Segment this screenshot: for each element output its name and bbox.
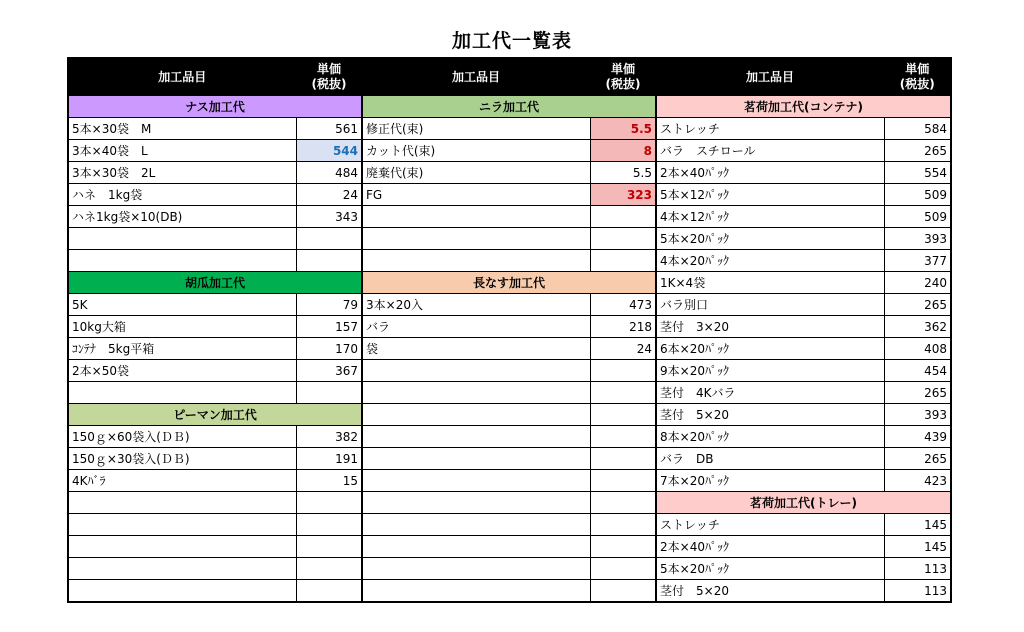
item-name: 5本×20ﾊﾟｯｸ xyxy=(656,228,884,250)
table-row xyxy=(68,162,951,184)
item-price: 362 xyxy=(884,316,951,338)
empty-cell xyxy=(296,228,362,250)
item-price: 145 xyxy=(884,514,951,536)
column-header-price xyxy=(884,58,951,96)
table-row xyxy=(68,250,951,272)
item-price: 454 xyxy=(884,360,951,382)
item-price: 24 xyxy=(296,184,362,206)
empty-cell xyxy=(68,228,296,250)
empty-cell xyxy=(590,228,656,250)
item-name: 5本×20ﾊﾟｯｸ xyxy=(656,558,884,580)
item-name: 10kg大箱 xyxy=(68,316,296,338)
table-row xyxy=(68,316,951,338)
column-header-price xyxy=(296,58,362,96)
empty-cell xyxy=(362,228,590,250)
empty-cell xyxy=(590,536,656,558)
item-name: 9本×20ﾊﾟｯｸ xyxy=(656,360,884,382)
empty-cell xyxy=(68,514,296,536)
item-name: ストレッチ xyxy=(656,514,884,536)
page-title: 加工代一覧表 xyxy=(451,30,572,52)
table-row xyxy=(68,536,951,558)
item-name: ストレッチ xyxy=(656,118,884,140)
empty-cell xyxy=(362,206,590,228)
item-name: 3本×40袋 L xyxy=(68,140,296,162)
empty-cell xyxy=(296,382,362,404)
empty-cell xyxy=(362,360,590,382)
item-name: 廃棄代(束) xyxy=(362,162,590,184)
price-table xyxy=(67,57,952,603)
item-name: 修正代(束) xyxy=(362,118,590,140)
table-row xyxy=(68,382,951,404)
empty-cell xyxy=(362,404,590,426)
empty-cell xyxy=(590,558,656,580)
item-name: 茎付 5×20 xyxy=(656,580,884,603)
item-name: バラ DB xyxy=(656,448,884,470)
empty-cell xyxy=(296,514,362,536)
item-price: 5.5 xyxy=(590,118,656,140)
empty-cell xyxy=(296,492,362,514)
empty-cell xyxy=(68,536,296,558)
item-name: 5本×12ﾊﾟｯｸ xyxy=(656,184,884,206)
item-price: 382 xyxy=(296,426,362,448)
empty-cell xyxy=(296,580,362,603)
table-row xyxy=(68,272,951,294)
item-price: 240 xyxy=(884,272,951,294)
table-row xyxy=(68,558,951,580)
table-row xyxy=(68,118,951,140)
table-row xyxy=(68,338,951,360)
table-row xyxy=(68,206,951,228)
item-name: FG xyxy=(362,184,590,206)
item-price: 8 xyxy=(590,140,656,162)
price-header-line1: 単価 xyxy=(610,62,635,76)
empty-cell xyxy=(296,558,362,580)
table-row xyxy=(68,426,951,448)
item-name: バラ xyxy=(362,316,590,338)
item-price: 265 xyxy=(884,294,951,316)
item-name: ハネ 1kg袋 xyxy=(68,184,296,206)
item-price: 5.5 xyxy=(590,162,656,184)
item-price: 367 xyxy=(296,360,362,382)
empty-cell xyxy=(68,558,296,580)
empty-cell xyxy=(296,536,362,558)
empty-cell xyxy=(362,470,590,492)
item-name: 6本×20ﾊﾟｯｸ xyxy=(656,338,884,360)
empty-cell xyxy=(362,514,590,536)
item-name: 5本×30袋 M xyxy=(68,118,296,140)
empty-cell xyxy=(362,536,590,558)
empty-cell xyxy=(362,558,590,580)
item-price: 113 xyxy=(884,580,951,603)
empty-cell xyxy=(362,382,590,404)
item-name: 茎付 5×20 xyxy=(656,404,884,426)
empty-cell xyxy=(68,492,296,514)
item-price: 484 xyxy=(296,162,362,184)
price-header-line2: (税抜) xyxy=(311,77,347,91)
empty-cell xyxy=(590,580,656,603)
item-price: 544 xyxy=(296,140,362,162)
item-price: 191 xyxy=(296,448,362,470)
item-name: バラ別口 xyxy=(656,294,884,316)
empty-cell xyxy=(68,580,296,603)
item-price: 170 xyxy=(296,338,362,360)
item-name: 茎付 3×20 xyxy=(656,316,884,338)
empty-cell xyxy=(590,206,656,228)
section-title-nasu: ナス加工代 xyxy=(68,96,362,118)
table-row xyxy=(68,184,951,206)
item-name: 茎付 4Kバラ xyxy=(656,382,884,404)
item-price: 473 xyxy=(590,294,656,316)
price-header-line2: (税抜) xyxy=(899,77,935,91)
column-header-item: 加工品目 xyxy=(656,58,884,96)
empty-cell xyxy=(590,448,656,470)
table-row xyxy=(68,404,951,426)
item-price: 554 xyxy=(884,162,951,184)
empty-cell xyxy=(590,404,656,426)
price-header-line2: (税抜) xyxy=(605,77,641,91)
section-title-piman: ピーマン加工代 xyxy=(68,404,362,426)
item-price: 343 xyxy=(296,206,362,228)
item-price: 218 xyxy=(590,316,656,338)
item-price: 509 xyxy=(884,184,951,206)
table-row xyxy=(68,228,951,250)
item-name: 1K×4袋 xyxy=(656,272,884,294)
empty-cell xyxy=(362,250,590,272)
table-row xyxy=(68,96,951,118)
item-price: 15 xyxy=(296,470,362,492)
table-row xyxy=(68,580,951,603)
empty-cell xyxy=(590,470,656,492)
item-name: 袋 xyxy=(362,338,590,360)
item-name: 4本×12ﾊﾟｯｸ xyxy=(656,206,884,228)
table-row xyxy=(68,294,951,316)
section-title-nagonasu: 長なす加工代 xyxy=(362,272,656,294)
table-row xyxy=(68,492,951,514)
item-name: 4Kﾊﾞﾗ xyxy=(68,470,296,492)
item-price: 393 xyxy=(884,228,951,250)
item-name: ハネ1kg袋×10(DB) xyxy=(68,206,296,228)
item-name: バラ スチロール xyxy=(656,140,884,162)
item-name: 2本×40ﾊﾟｯｸ xyxy=(656,162,884,184)
item-name: 2本×50袋 xyxy=(68,360,296,382)
empty-cell xyxy=(68,382,296,404)
section-title-myoga-container: 茗荷加工代(コンテナ) xyxy=(656,96,951,118)
item-name: 150ｇ×30袋入(ＤＢ) xyxy=(68,448,296,470)
section-title-myoga-tray: 茗荷加工代(トレー) xyxy=(656,492,951,514)
empty-cell xyxy=(296,250,362,272)
item-name: 5K xyxy=(68,294,296,316)
empty-cell xyxy=(362,426,590,448)
empty-cell xyxy=(590,360,656,382)
empty-cell xyxy=(362,492,590,514)
header-row xyxy=(68,58,951,96)
item-price: 265 xyxy=(884,382,951,404)
item-price: 24 xyxy=(590,338,656,360)
table-row xyxy=(68,140,951,162)
empty-cell xyxy=(362,580,590,603)
item-name: 3本×30袋 2L xyxy=(68,162,296,184)
item-price: 584 xyxy=(884,118,951,140)
item-name: 150ｇ×60袋入(ＤＢ) xyxy=(68,426,296,448)
item-price: 423 xyxy=(884,470,951,492)
empty-cell xyxy=(590,514,656,536)
item-name: 7本×20ﾊﾟｯｸ xyxy=(656,470,884,492)
column-header-item: 加工品目 xyxy=(362,58,590,96)
item-name: 3本×20入 xyxy=(362,294,590,316)
item-name: 4本×20ﾊﾟｯｸ xyxy=(656,250,884,272)
empty-cell xyxy=(590,492,656,514)
table-row xyxy=(68,514,951,536)
item-price: 377 xyxy=(884,250,951,272)
table-row xyxy=(68,470,951,492)
empty-cell xyxy=(590,426,656,448)
section-title-nira: ニラ加工代 xyxy=(362,96,656,118)
item-price: 113 xyxy=(884,558,951,580)
empty-cell xyxy=(590,382,656,404)
empty-cell xyxy=(590,250,656,272)
item-price: 145 xyxy=(884,536,951,558)
item-price: 509 xyxy=(884,206,951,228)
item-name: ｺﾝﾃﾅ 5kg平箱 xyxy=(68,338,296,360)
item-price: 157 xyxy=(296,316,362,338)
item-name: 8本×20ﾊﾟｯｸ xyxy=(656,426,884,448)
item-price: 79 xyxy=(296,294,362,316)
empty-cell xyxy=(68,250,296,272)
item-price: 323 xyxy=(590,184,656,206)
item-price: 265 xyxy=(884,448,951,470)
item-price: 408 xyxy=(884,338,951,360)
item-name: 2本×40ﾊﾟｯｸ xyxy=(656,536,884,558)
item-price: 561 xyxy=(296,118,362,140)
item-name: カット代(束) xyxy=(362,140,590,162)
price-header-line1: 単価 xyxy=(905,62,930,76)
table-row xyxy=(68,360,951,382)
table-row xyxy=(68,448,951,470)
item-price: 265 xyxy=(884,140,951,162)
item-price: 393 xyxy=(884,404,951,426)
column-header-item: 加工品目 xyxy=(68,58,296,96)
section-title-kyuri: 胡瓜加工代 xyxy=(68,272,362,294)
column-header-price xyxy=(590,58,656,96)
empty-cell xyxy=(362,448,590,470)
price-header-line1: 単価 xyxy=(316,62,341,76)
item-price: 439 xyxy=(884,426,951,448)
